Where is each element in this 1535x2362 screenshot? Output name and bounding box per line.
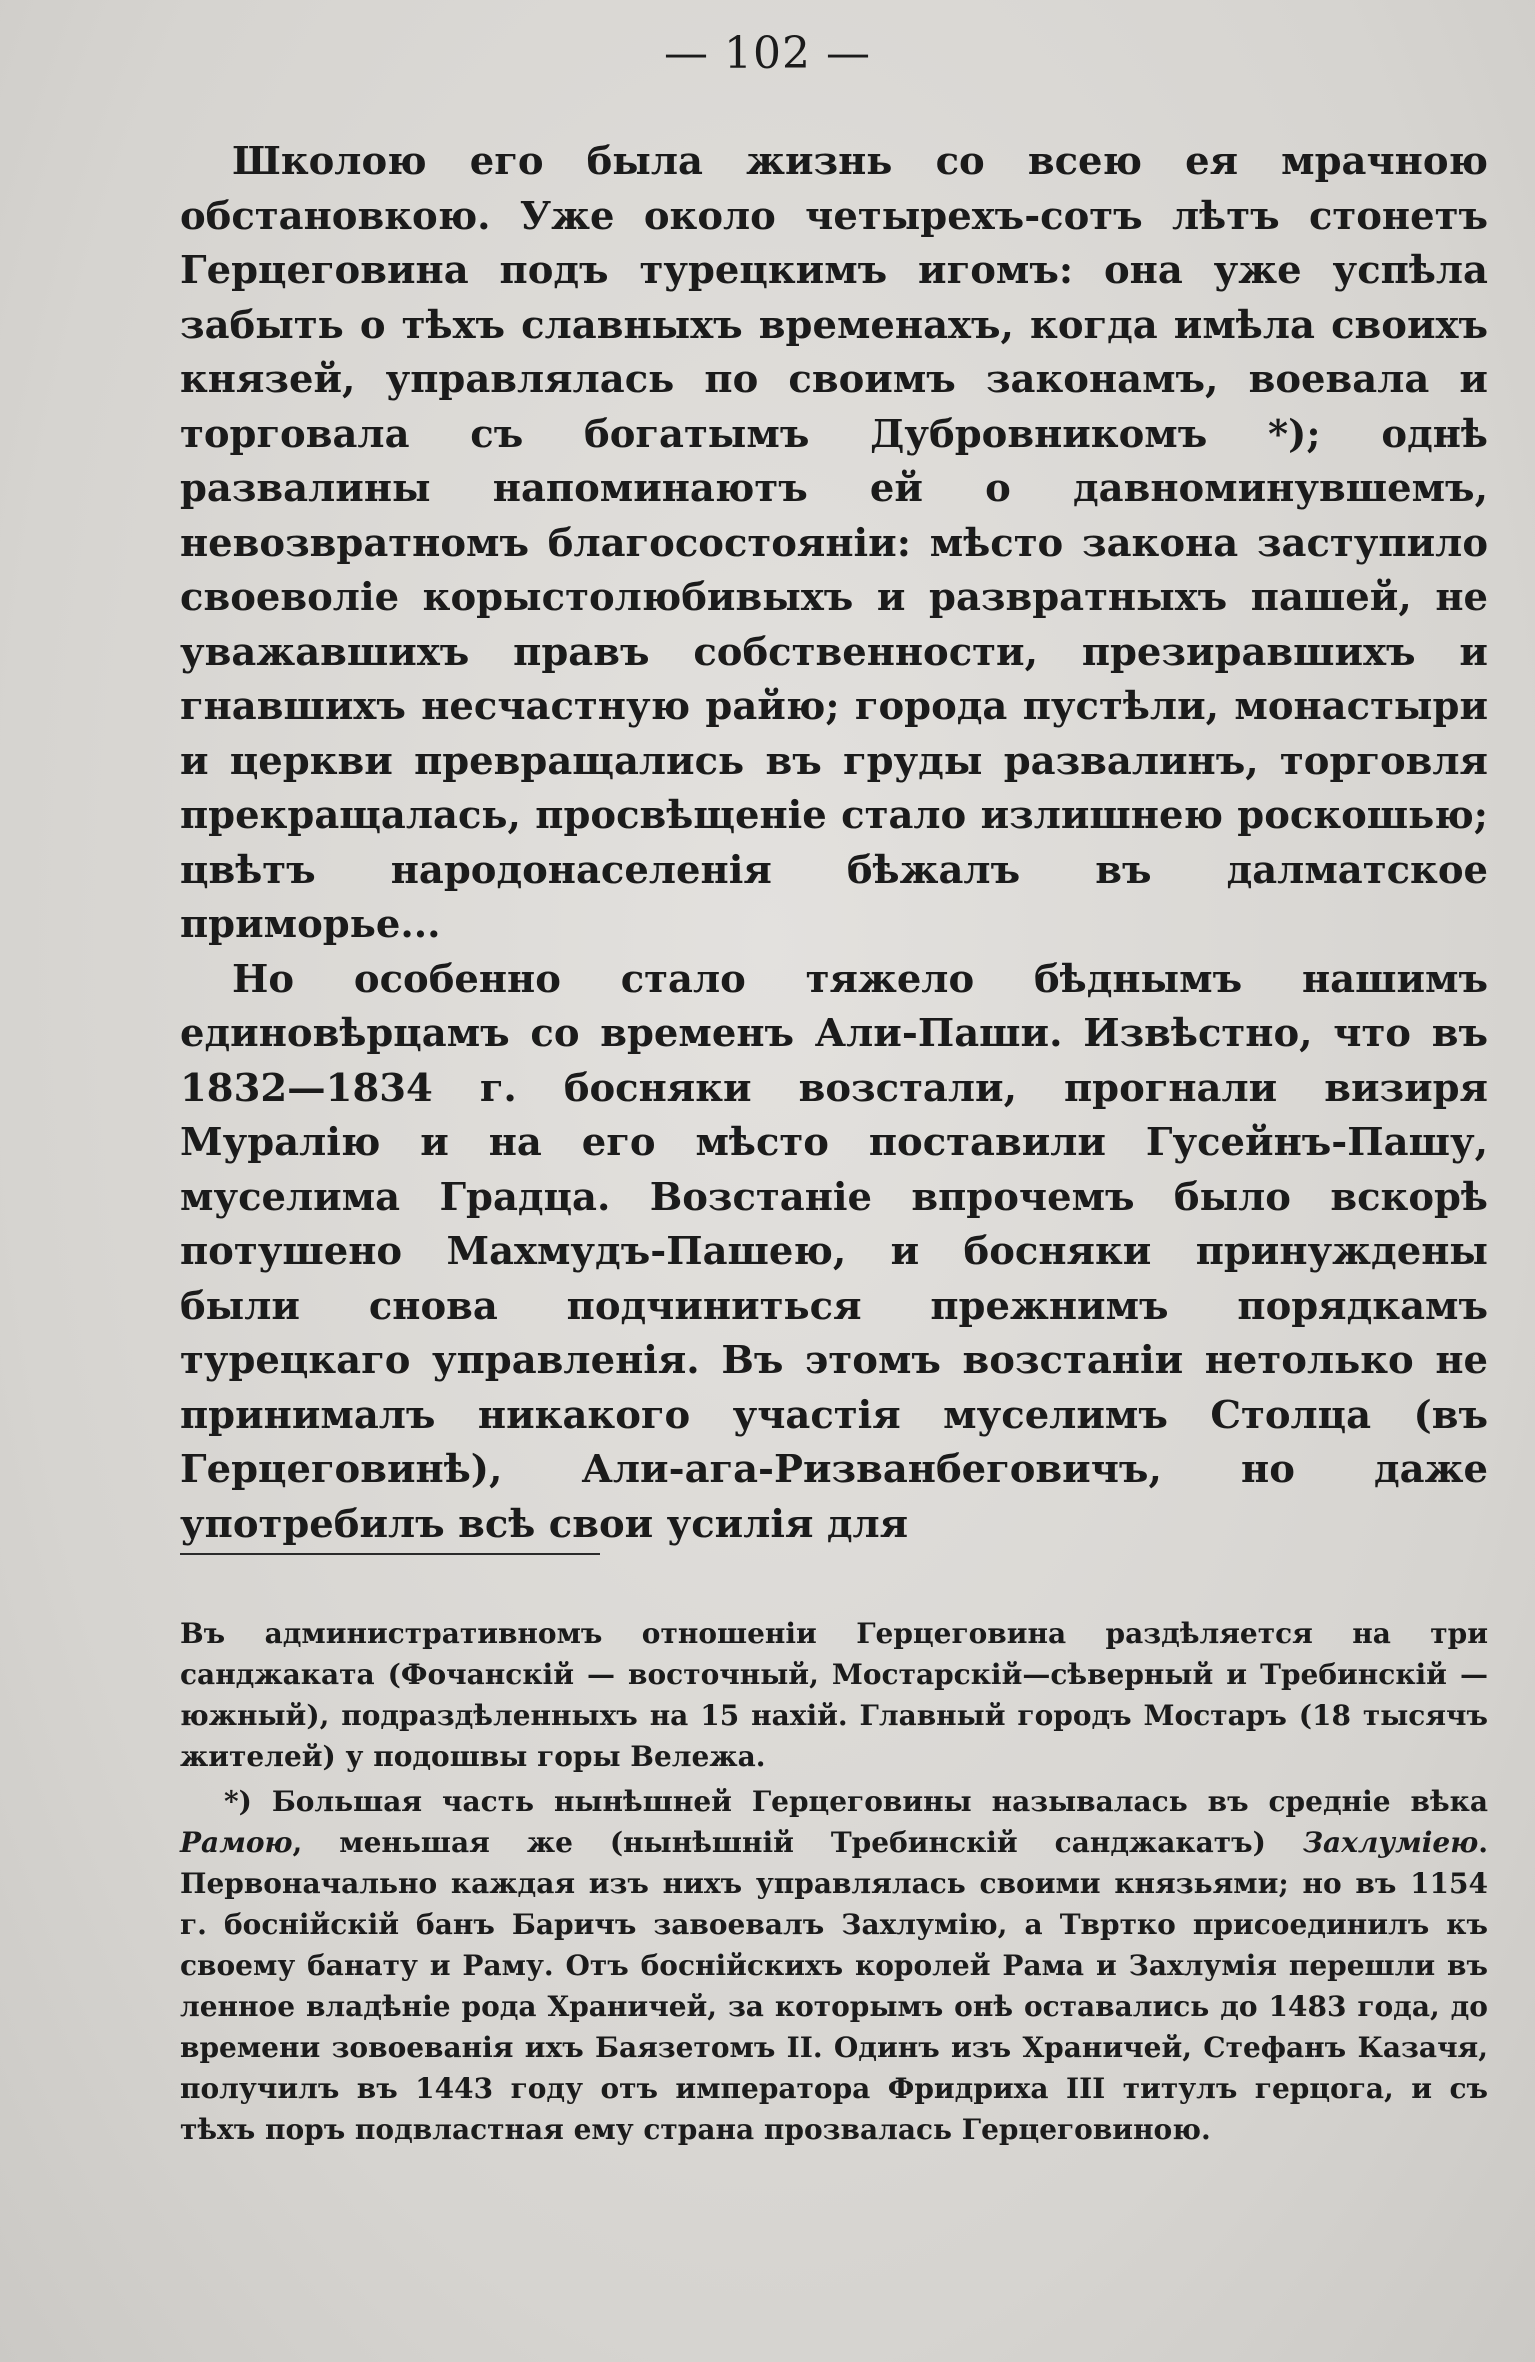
page-number: — 102 —	[664, 28, 871, 79]
footnote-2-end: . Первоначально каждая изъ нихъ управлялась своими князьями; но въ 1154 г. боснійскій банъ Баричъ завоевалъ Захлумію, а Твртко присоединилъ къ своему банату и Раму. Отъ боснійскихъ королей Рама и Захлумія перешли въ ленное владѣніе рода Храничей, за которымъ онѣ оставались до 1483 года, до времени зовоеванія ихъ Баязетомъ II. Одинъ изъ Храничей, Стефанъ Казачя, получилъ въ 1443 году отъ императора Фридриха III титулъ герцога, и съ тѣхъ поръ подвластная ему страна прозвалась Герцеговиною.	[180, 1826, 1488, 2146]
footnote-divider	[180, 1553, 600, 1555]
footnote-2-start: *) Большая часть нынѣшней Герцеговины называлась въ средніе вѣка	[224, 1785, 1488, 1818]
paragraph-1: Школою его была жизнь со всею ея мрачною обстановкою. Уже около четырехъ-сотъ лѣтъ стонетъ Герцеговина подъ турецкимъ игомъ: она уже успѣла забыть о тѣхъ славныхъ временахъ, когда имѣла своихъ князей, управлялась по своимъ законамъ, воевала и торговала съ богатымъ Дубровникомъ *); однѣ развалины напоминаютъ ей о давноминувшемъ, невозвратномъ благосостояніи: мѣсто закона заступило своеволіе корыстолюбивыхъ и развратныхъ пашей, не уважавшихъ правъ собственности, презиравшихъ и гнавшихъ несчастную райю; города пустѣли, монастыри и церкви превращались въ груды развалинъ, торговля прекращалась, просвѣщеніе стало излишнею роскошью; цвѣтъ народонаселенія бѣжалъ въ далматское приморье...	[180, 139, 1488, 947]
paragraph-2: Но особенно стало тяжело бѣднымъ нашимъ единовѣрцамъ со временъ Али-Паши. Извѣстно, что въ 1832—1834 г. босняки возстали, прогнали визиря Муралію и на его мѣсто поставили Гусейнъ-Пашу, муселима Градца. Возстаніе впрочемъ было вскорѣ потушено Махмудъ-Пашею, и босняки принуждены были снова подчиниться прежнимъ порядкамъ турецкаго управленія. Въ этомъ возстаніи нетолько не принималъ никакого участія муселимъ Столца (въ Герцеговинѣ), Али-ага-Ризванбеговичъ, но даже употребилъ всѣ свои усилія для	[180, 956, 1488, 1547]
main-text	[180, 135, 1488, 1552]
footnote-2-mid: , меньшая же (нынѣшній Требинскій санджакатъ)	[292, 1826, 1303, 1859]
footnote-2-italic-zakhlumia: Захлуміею	[1302, 1826, 1479, 1859]
footnote-1: Въ административномъ отношеніи Герцеговина раздѣляется на три санджаката (Фочанскій — восточный, Мостарскій—сѣверный и Требинскій — южный), подраздѣленныхъ на 15 нахій. Главный городъ Мостаръ (18 тысячъ жителей) у подошвы горы Вележа.	[180, 1617, 1488, 1773]
footnotes	[180, 1613, 1488, 2154]
footnote-2-italic-rama: Рамою	[180, 1826, 293, 1859]
footnote-2	[180, 1781, 1488, 2150]
